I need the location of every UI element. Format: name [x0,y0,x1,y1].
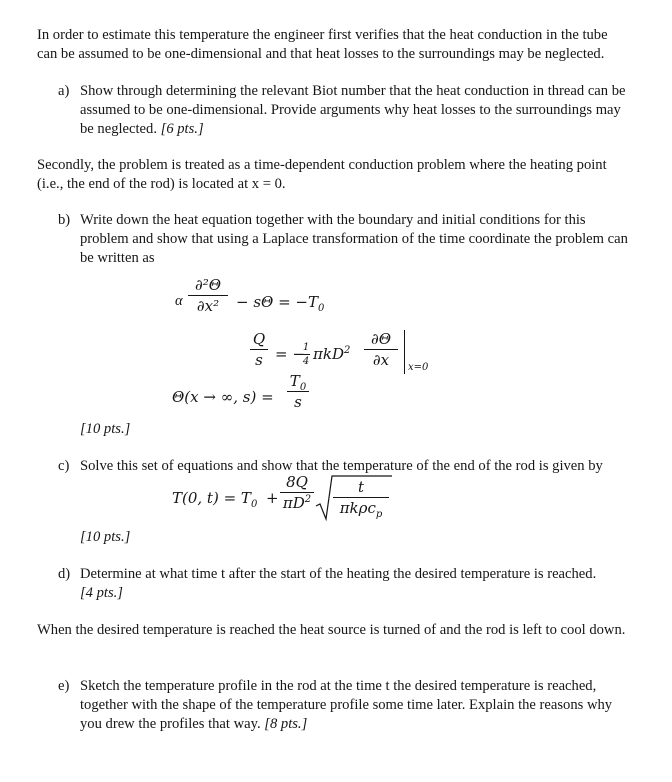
eq2-eval-bar [404,330,405,374]
eq4-fraction: 8Q $\pi D^2$ [280,473,314,512]
question-label: b) [58,212,71,228]
question-points: [10 pts.] [80,529,131,545]
intro-paragraph [37,26,627,64]
eq1-denominator: ∂x² [196,297,220,315]
eq1-fraction [188,276,228,315]
eq2-lhs-numerator: Q [252,330,266,348]
eq1-alpha: α [175,293,183,309]
question-text: Show through determining the relevant Biot number that the heat conduction in thread can be assumed to be one-dimensional. Provide arguments why heat losses to the surroundings may be neglected. [80,83,626,137]
eq2-eval-point: x=0 [408,362,429,373]
eq2-derivative: ∂Θ ∂x [364,330,398,369]
question-points: [6 pts.] [160,121,204,137]
question-points: [10 pts.] [80,421,131,437]
eq3-fraction: $T_0$ s [287,372,309,411]
eq4-plus: + [266,489,279,507]
eq3-lhs: Θ(x → ∞, s) = [172,388,274,406]
third-paragraph-text: When the desired temperature is reached the heat source is turned of and the rod is left to cool down. [37,622,626,638]
question-a [58,82,628,139]
question-text: Sketch the temperature profile in the rod at the time t the desired temperature is reached, together with the shape of the temperature profile some time later. Explain the reasons why you drew the profiles that way. [80,678,613,732]
question-text: Write down the heat equation together with the boundary and initial conditions for this problem and show that using a Laplace transformation of the time coordinate the problem can be written as [80,212,628,266]
eq2-coefficient: πkD$^2$ [313,345,351,363]
eq2-lhs-fraction [250,330,268,369]
eq1-rest: − $s\Theta = -T_0$ [236,293,325,314]
question-points: [4 pts.] [80,585,123,601]
eq4-lhs: T(0, $t) = T_0$ [172,489,258,510]
question-b [58,211,628,268]
question-e [58,677,628,734]
question-label: e) [58,678,70,694]
question-points: [8 pts.] [264,716,308,732]
question-c-points [80,528,280,547]
second-paragraph-text: Secondly, the problem is treated as a time-dependent conduction problem where the heating point (i.e., the end of the rod) is located at x = 0. [37,157,607,192]
question-text: Determine at what time t after the start of the heating the desired temperature is reached. [80,566,597,582]
eq2-lhs-denominator: s [255,351,263,369]
third-paragraph [37,621,627,640]
eq1-numerator: ∂²Θ [194,276,222,294]
eq2-equals-minus: = − [275,345,305,363]
question-label: c) [58,458,70,474]
question-d [58,565,628,603]
eq2-quarter: 1 4 [302,342,310,367]
question-label: a) [58,83,70,99]
second-paragraph [37,156,627,194]
eq4-root-fraction: t πkρc$_p$ [333,478,389,517]
intro-text: In order to estimate this temperature the engineer first verifies that the heat conduction in the tube can be assumed to be one-dimensional and that heat losses to the surroundings may be neglected. [37,27,608,62]
question-label: d) [58,566,71,582]
question-b-points [80,420,280,439]
question-text: Solve this set of equations and show that the temperature of the end of the rod is given by [80,458,603,474]
